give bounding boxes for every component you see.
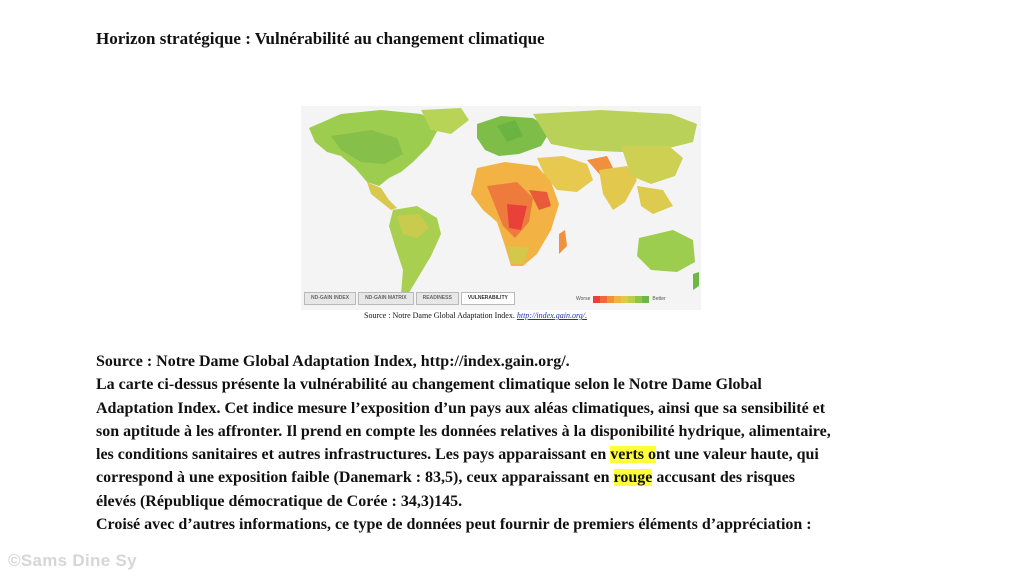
slide-title: Horizon stratégique : Vulnérabilité au changement climatique bbox=[96, 29, 545, 48]
legend-swatch bbox=[621, 296, 628, 303]
legend-swatch bbox=[642, 296, 649, 303]
highlight-rouge: rouge bbox=[613, 469, 653, 487]
legend-swatch bbox=[628, 296, 635, 303]
tab-nd-gain-index[interactable]: ND-GAIN INDEX bbox=[304, 292, 356, 305]
legend-swatch bbox=[635, 296, 642, 303]
legend-low-label: Worse bbox=[576, 296, 591, 302]
legend-swatch bbox=[607, 296, 614, 303]
source-line: Source : Notre Dame Global Adaptation Index, http://index.gain.org/. bbox=[96, 353, 570, 370]
vulnerability-world-map bbox=[301, 106, 701, 310]
map-caption bbox=[364, 311, 587, 320]
map-caption-text: Source : Notre Dame Global Adaptation Index. bbox=[364, 311, 515, 320]
tab-vulnerability[interactable]: VULNERABILITY bbox=[461, 292, 515, 305]
legend-swatches bbox=[593, 296, 649, 303]
map-tab-bar bbox=[304, 292, 515, 305]
paragraph-text-a: La carte ci-dessus présente la vulnérabilité au changement climatique selon le Notre Dame Global Adaptation Index. Cet indice mesure l’exposition d’un pays aux aléas climatiques, ainsi que sa sensibilité et son aptitude à les affronter. Il prend en compte les données relatives à la disponibilité hydrique, alimentaire, les conditions sanitaires et autres infrastructures. Les pays apparaissant en bbox=[96, 376, 831, 464]
highlight-verts: verts o bbox=[610, 446, 657, 464]
legend-swatch bbox=[614, 296, 621, 303]
paragraph-text-c: accusant des risques élevés (République démocratique de Corée : 34,3)145. bbox=[96, 469, 795, 510]
watermark: ©Sams Dine Sy bbox=[8, 551, 137, 570]
legend-swatch bbox=[593, 296, 600, 303]
legend-swatch bbox=[600, 296, 607, 303]
paragraph-croise: Croisé avec d’autres informations, ce type de données peut fournir de premiers éléments d’appréciation : bbox=[96, 516, 812, 534]
legend-high-label: Better bbox=[652, 296, 666, 302]
body-text bbox=[96, 350, 836, 536]
paragraph-text-b: nt une valeur haute, qui correspond à une exposition faible (Danemark : 83,5), ceux apparaissant en bbox=[96, 446, 819, 487]
paragraph-description bbox=[96, 373, 836, 513]
world-map-graphic bbox=[301, 106, 701, 310]
tab-nd-gain-matrix[interactable]: ND-GAIN MATRIX bbox=[358, 292, 414, 305]
map-caption-link[interactable]: http://index.gain.org/. bbox=[516, 311, 587, 320]
map-color-legend bbox=[576, 295, 666, 303]
tab-readiness[interactable]: READINESS bbox=[416, 292, 459, 305]
